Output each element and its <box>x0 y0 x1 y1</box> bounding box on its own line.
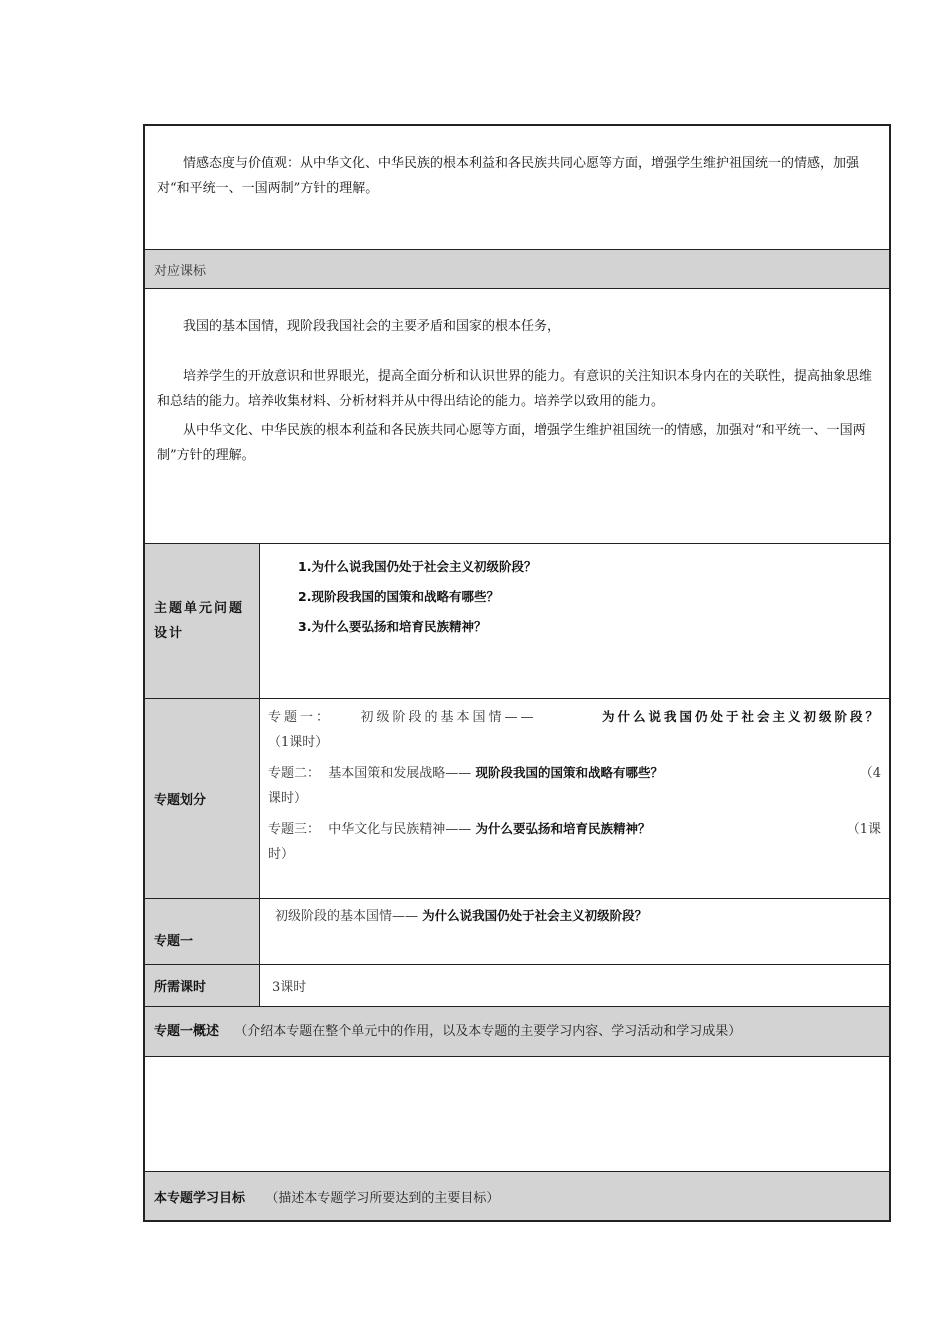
hours-value-cell <box>260 965 889 1006</box>
objectives-label: 本专题学习目标 <box>154 1190 246 1206</box>
curriculum-paragraph-2: 培养学生的开放意识和世界眼光，提高全面分析和认识世界的能力。有意识的关注知识本身内在的关联性，提高抽象思维和总结的能力。培养收集材料、分析材料并从中得出结论的能力。培养学以致用的能力。 <box>157 369 873 409</box>
topic-one-title: 初级阶段的基本国情—— <box>275 909 419 924</box>
unit-questions-list <box>260 544 889 698</box>
topic-division-label-cell <box>145 699 260 898</box>
unit-question-item: 3.为什么要弘扬和培育民族精神？ <box>298 619 487 634</box>
topic-hours: （1课时） <box>268 735 329 750</box>
objectives-note: （描述本专题学习所要达到的主要目标） <box>265 1190 500 1206</box>
topic-title: 基本国策和发展战略—— <box>328 766 472 781</box>
topic-hours-cont: 时） <box>268 847 295 862</box>
topic-division-label: 专题划分 <box>154 793 207 808</box>
unit-question-item: 2.现阶段我国的国策和战略有哪些？ <box>298 589 499 604</box>
topic-question: 为什么要弘扬和培育民族精神？ <box>475 821 651 836</box>
topic-division-row <box>145 699 889 899</box>
topic-question: 为什么说我国仍处于社会主义初级阶段？ <box>601 709 881 724</box>
topic-one-label: 专题一 <box>154 934 194 949</box>
overview-header <box>145 1007 889 1057</box>
curriculum-header <box>145 250 889 289</box>
curriculum-paragraph-3: 从中华文化、中华民族的根本利益和各民族共同心愿等方面，增强学生维护祖国统一的情感，加强对“和平统一、一国两制”方针的理解。 <box>157 423 866 463</box>
topic-question: 现阶段我国的国策和战略有哪些？ <box>475 765 663 780</box>
topic-item-3 <box>268 816 881 867</box>
curriculum-header-label: 对应课标 <box>154 263 207 279</box>
hours-value: 3课时 <box>272 980 307 995</box>
unit-questions-label-cell <box>145 544 260 698</box>
topic-hours-cont: 课时） <box>268 791 308 806</box>
topic-one-label-cell <box>145 899 260 964</box>
unit-questions-label: 主题单元问题设计 <box>154 601 245 641</box>
topic-one-question: 为什么说我国仍处于社会主义初级阶段？ <box>422 908 648 923</box>
emotion-attitude-text: 情感态度与价值观：从中华文化、中华民族的根本利益和各民族共同心愿等方面，增强学生维护祖国统一的情感，加强对“和平统一、一国两制”方针的理解。 <box>157 156 860 196</box>
lesson-plan-table <box>143 124 891 1222</box>
topic-one-row <box>145 899 889 965</box>
objectives-header <box>145 1172 889 1220</box>
emotion-attitude-cell <box>145 126 889 250</box>
topic-division-list <box>260 699 889 898</box>
topic-hours: （1课 <box>846 822 881 837</box>
overview-content <box>145 1057 889 1172</box>
hours-label-cell <box>145 965 260 1006</box>
hours-label: 所需课时 <box>154 980 207 995</box>
topic-title: 中华文化与民族精神—— <box>328 822 472 837</box>
topic-prefix: 专题二： <box>268 766 321 781</box>
topic-one-content <box>260 899 889 964</box>
topic-prefix: 专题三： <box>268 822 321 837</box>
topic-title: 初级阶段的基本国情—— <box>360 710 537 725</box>
curriculum-paragraph-1: 我国的基本国情，现阶段我国社会的主要矛盾和国家的根本任务， <box>183 319 561 334</box>
overview-label: 专题一概述 <box>154 1024 220 1039</box>
overview-note: （介绍本专题在整个单元中的作用，以及本专题的主要学习内容、学习活动和学习成果） <box>234 1024 742 1039</box>
topic-item-1 <box>268 704 881 755</box>
unit-question-item: 1.为什么说我国仍处于社会主义初级阶段？ <box>298 559 537 574</box>
curriculum-content <box>145 289 889 544</box>
hours-row <box>145 965 889 1007</box>
unit-questions-row <box>145 544 889 699</box>
topic-item-2 <box>268 760 881 811</box>
topic-prefix: 专题一： <box>268 710 333 725</box>
topic-hours: （4 <box>859 766 881 781</box>
